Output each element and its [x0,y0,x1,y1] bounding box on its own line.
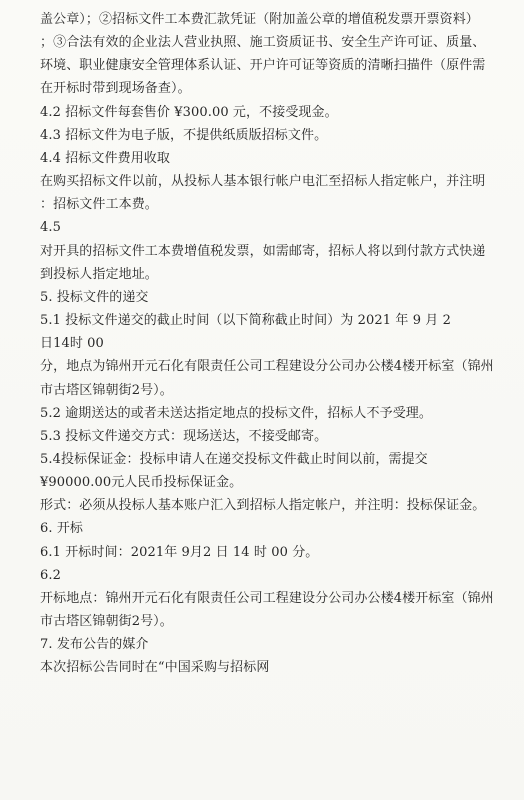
section-heading: 7. 发布公告的媒介 [40,637,149,653]
text-line: 在购买招标文件以前，从投标人基本银行帐户电汇至招标人指定帐户，并注明 [40,174,486,190]
section-heading: 4.5 [40,220,61,236]
text-line: 市古塔区锦朝街2号）。 [40,382,173,398]
text-line: 到投标人指定地址。 [40,266,158,282]
section-heading: 4.4 招标文件费用收取 [40,150,171,166]
section-line: 4.2 招标文件每套售价 ¥300.00 元，不接受现金。 [40,104,338,120]
section-heading: 6. 开标 [40,521,84,537]
section-line: 5.1 投标文件递交的截止时间（以下简称截止时间）为 2021 年 9 月 2 [40,313,451,329]
section-line: 5.3 投标文件递交方式：现场送达，不接受邮寄。 [40,428,328,444]
text-line: 对开具的招标文件工本费增值税发票，如需邮寄，招标人将以到付款方式快递 [40,243,486,259]
text-line: ：招标文件工本费。 [40,197,158,213]
section-line: 5.2 逾期送达的或者未送达指定地点的投标文件，招标人不予受理。 [40,405,433,421]
text-line: ；③合法有效的企业法人营业执照、施工资质证书、安全生产许可证、质量、 [40,35,486,51]
section-line: 5.4投标保证金：投标申请人在递交投标文件截止时间以前，需提交 [40,451,428,467]
text-line: 在开标时带到现场备查）。 [40,81,191,97]
text-line: 本次招标公告同时在“中国采购与招标网 [40,660,270,676]
section-line: 4.3 招标文件为电子版，不提供纸质版招标文件。 [40,127,328,143]
text-line: ¥90000.00元人民币投标保证金。 [40,475,243,491]
text-line: 盖公章）；②招标文件工本费汇款凭证（附加盖公章的增值税发票开票资料） [40,12,479,27]
text-line: 开标地点：锦州开元石化有限责任公司工程建设分公司办公楼4楼开标室（锦州 [40,590,494,606]
section-line: 6.1 开标时间：2021年 9月2 日 14 时 00 分。 [40,544,319,560]
text-line: 市古塔区锦朝街2号）。 [40,614,173,630]
text-line: 日14时 00 [40,336,104,352]
section-heading: 6.2 [40,567,61,583]
section-heading: 5. 投标文件的递交 [40,289,149,305]
text-line: 环境、职业健康安全管理体系认证、开户许可证等资质的清晰扫描件（原件需 [40,58,486,74]
text-line: 分，地点为锦州开元石化有限责任公司工程建设分公司办公楼4楼开标室（锦州 [40,359,494,375]
text-line: 形式：必须从投标人基本账户汇入到招标人指定帐户，并注明：投标保证金。 [40,498,486,514]
